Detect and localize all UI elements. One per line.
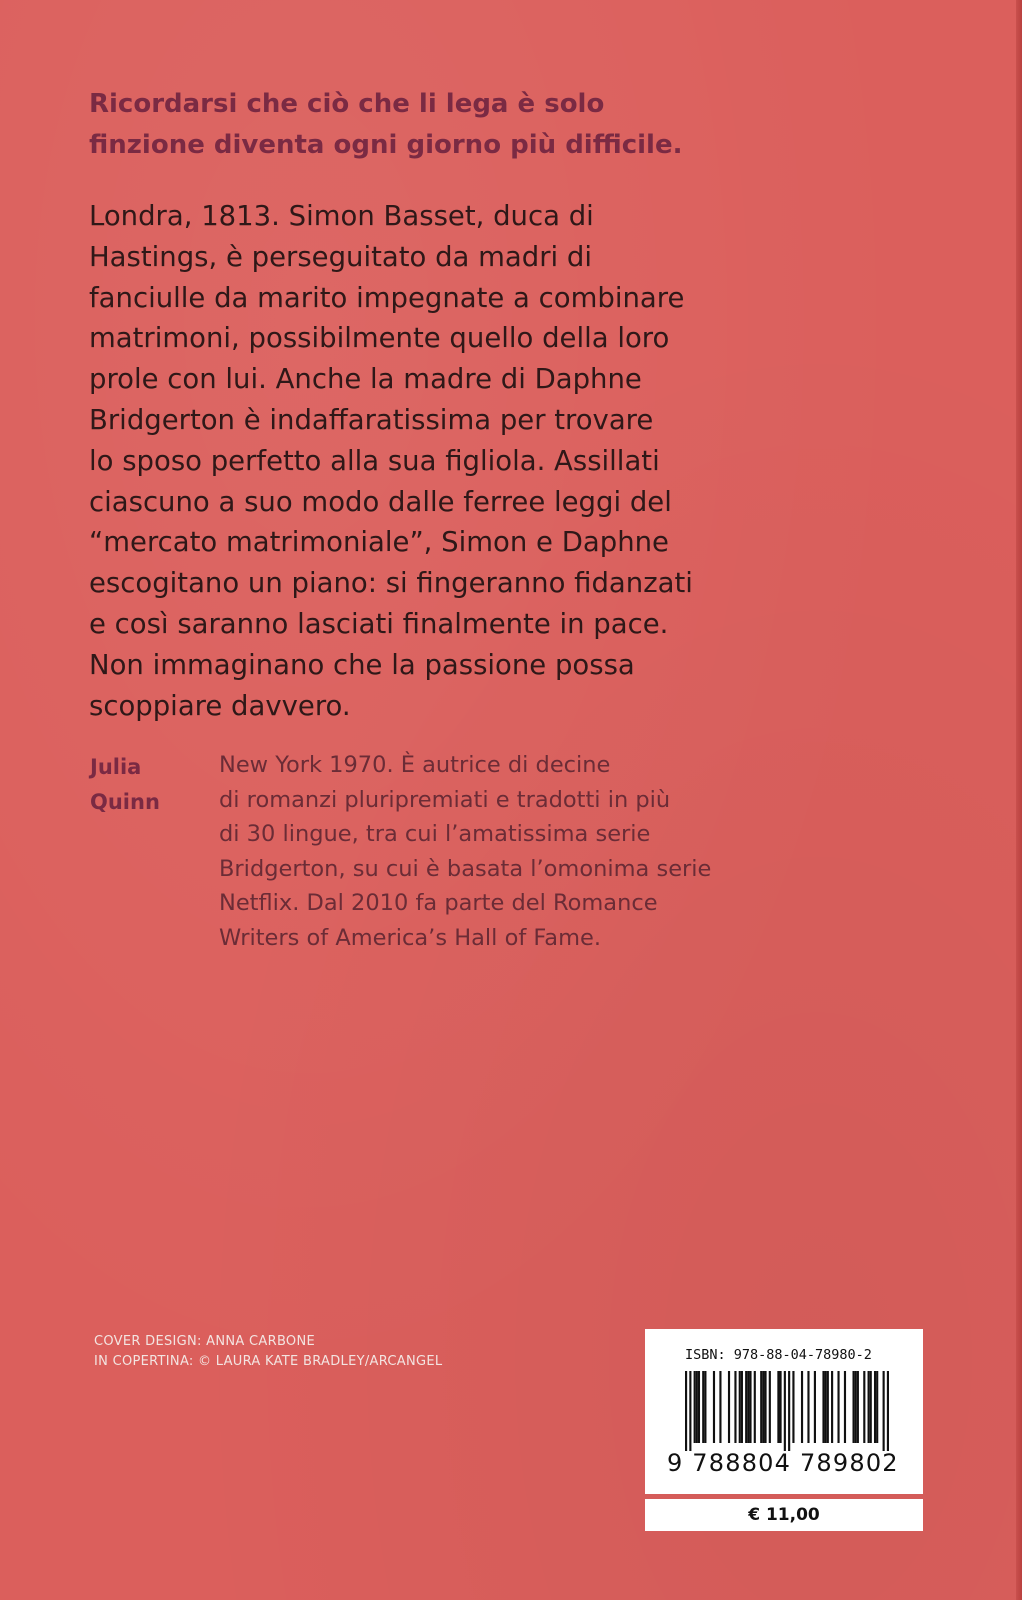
author-bio — [219, 748, 819, 956]
barcode-bar — [855, 1371, 857, 1443]
barcode-bar — [777, 1371, 779, 1443]
barcode-bar — [696, 1371, 698, 1443]
tagline-line: Ricordarsi che ciò che li lega è solo — [89, 89, 605, 119]
barcode-bar — [728, 1371, 730, 1443]
barcode-bar — [779, 1371, 781, 1443]
author-bio-line: di 30 lingue, tra cui l’amatissima serie — [219, 821, 651, 848]
barcode-bar — [837, 1371, 839, 1443]
synopsis-line: matrimoni, possibilmente quello della loro — [89, 322, 670, 355]
synopsis-line: “mercato matrimoniale”, Simon e Daphne — [89, 526, 669, 559]
barcode-bar — [887, 1371, 889, 1451]
barcode-bar — [749, 1371, 751, 1443]
barcode-bar — [713, 1371, 715, 1443]
barcode-bar — [784, 1371, 786, 1451]
synopsis — [89, 196, 809, 726]
barcode-bar — [747, 1371, 749, 1443]
barcode-bar — [719, 1371, 721, 1443]
barcode-bar — [704, 1371, 706, 1443]
tagline — [89, 84, 849, 166]
synopsis-line: lo sposo perfetto alla sua figliola. Assillati — [89, 444, 660, 477]
price-label — [645, 1499, 923, 1531]
barcode-bar — [827, 1371, 829, 1443]
cover-image-credit: IN COPERTINA: © LAURA KATE BRADLEY/ARCANGEL — [94, 1354, 443, 1369]
synopsis-line: ciascuno a suo modo dalle ferree leggi del — [89, 485, 672, 518]
author-bio-line: New York 1970. È autrice di decine — [219, 752, 611, 778]
cover-credits — [94, 1332, 442, 1372]
barcode-bar — [734, 1371, 736, 1443]
barcode-bar — [745, 1371, 747, 1443]
barcode-bar — [698, 1371, 700, 1443]
barcode-bar — [685, 1371, 687, 1451]
synopsis-line: fanciulle da marito impegnate a combinare — [89, 281, 685, 314]
barcode-bar — [831, 1371, 833, 1443]
barcode-bar — [868, 1371, 870, 1443]
barcode-label — [645, 1329, 923, 1494]
barcode-bar — [852, 1371, 854, 1443]
synopsis-line: prole con lui. Anche la madre di Daphne — [89, 363, 642, 396]
barcode-bar — [870, 1371, 872, 1443]
cover-design-credit: COVER DESIGN: ANNA CARBONE — [94, 1334, 316, 1349]
barcode-bar — [857, 1371, 859, 1443]
barcode-bar — [689, 1371, 691, 1451]
synopsis-line: e così saranno lasciati finalmente in pace. — [89, 607, 669, 640]
ean-digits: 9 788804 789802 — [667, 1449, 899, 1477]
barcode-bars — [685, 1371, 889, 1451]
barcode-bar — [814, 1371, 816, 1443]
barcode-bar — [762, 1371, 764, 1443]
barcode-bar — [741, 1371, 743, 1443]
barcode-bar — [792, 1371, 794, 1443]
barcode-bar — [788, 1371, 790, 1451]
synopsis-line: Bridgerton è indaffaratissima per trovare — [89, 403, 654, 436]
cover-edge — [1016, 0, 1022, 1600]
author-bio-line: Writers of America’s Hall of Fame. — [219, 924, 601, 951]
isbn-text: ISBN: 978-88-04-78980-2 — [685, 1347, 872, 1363]
synopsis-line: Hastings, è perseguitato da madri di — [89, 240, 593, 273]
barcode-bar — [694, 1371, 696, 1443]
barcode-bar — [760, 1371, 762, 1443]
author-bio-line: Bridgerton, su cui è basata l’omonima serie — [219, 855, 712, 882]
barcode-bar — [807, 1371, 809, 1443]
barcode-bar — [764, 1371, 766, 1443]
author-name — [90, 750, 160, 820]
author-first-name: Julia — [90, 755, 142, 779]
barcode-bar — [769, 1371, 771, 1443]
barcode-bar — [863, 1371, 865, 1443]
author-bio-line: di romanzi pluripremiati e tradotti in più — [219, 786, 671, 813]
barcode-bar — [702, 1371, 704, 1443]
author-bio-line: Netflix. Dal 2010 fa parte del Romance — [219, 890, 658, 917]
synopsis-line: scoppiare davvero. — [89, 689, 351, 722]
synopsis-line: Londra, 1813. Simon Basset, duca di — [89, 200, 594, 232]
barcode-bar — [801, 1371, 803, 1443]
synopsis-line: Non immaginano che la passione possa — [89, 648, 635, 681]
tagline-line: finzione diventa ogni giorno più difficile. — [89, 130, 683, 160]
barcode-bar — [874, 1371, 876, 1443]
author-last-name: Quinn — [90, 790, 160, 814]
barcode-bar — [754, 1371, 756, 1443]
barcode-bar — [739, 1371, 741, 1443]
price: € 11,00 — [748, 1505, 820, 1525]
barcode-bar — [883, 1371, 885, 1451]
barcode-bar — [876, 1371, 878, 1443]
synopsis-line: escogitano un piano: si fingeranno fidanzati — [89, 567, 693, 600]
barcode-bar — [822, 1371, 824, 1443]
barcode-bar — [844, 1371, 846, 1443]
barcode-bar — [825, 1371, 827, 1443]
